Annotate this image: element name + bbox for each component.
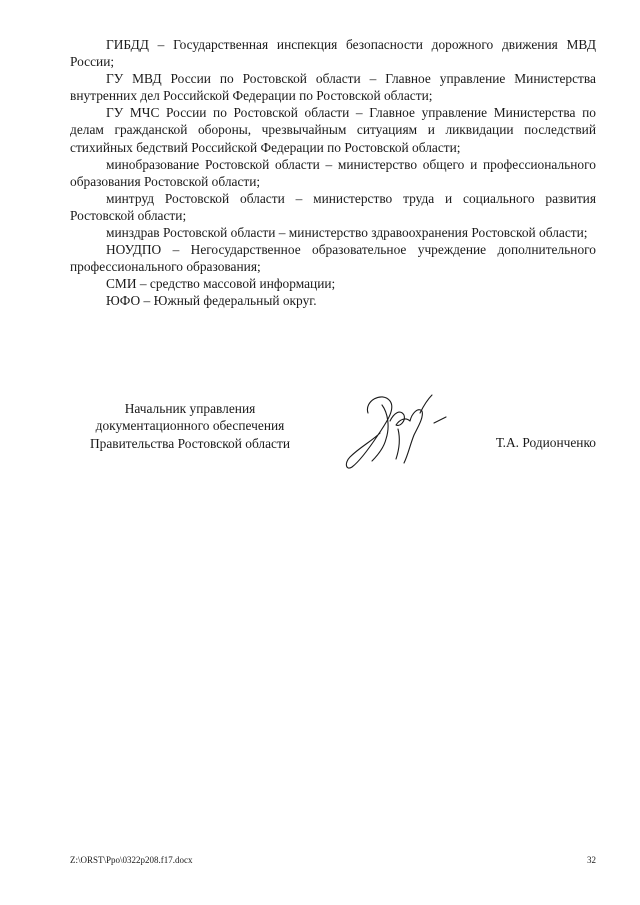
abbreviation-minzdrav: минздрав Ростовской области – министерство здравоохранения Ростовской области;	[106, 225, 588, 241]
signatory-name: Т.А. Родионченко	[495, 435, 596, 450]
abbreviations-list	[70, 36, 596, 310]
footer-file-path: Z:\ORST\Ppo\0322p208.f17.docx	[70, 855, 193, 865]
abbreviation-gu-mchs: ГУ МЧС России по Ростовской области – Главное управление Министерства по делам гражданской обороны, чрезвычайным ситуациям и ликвидации последствий стихийных бедствий Российской Федерации по Ростовской области;	[70, 105, 596, 155]
abbreviation-yufo: ЮФО – Южный федеральный округ.	[106, 293, 317, 309]
signatory-position	[70, 400, 310, 452]
page-number: 32	[587, 855, 596, 865]
abbreviation-smi: СМИ – средство массовой информации;	[106, 276, 336, 292]
abbreviation-noudpo: НОУДПО – Негосударственное образовательное учреждение дополнительного профессионального образования;	[70, 242, 596, 275]
abbreviation-minobrazovanie: минобразование Ростовской области – министерство общего и профессионального образования Ростовской области;	[70, 156, 596, 189]
position-line: документационного обеспечения	[95, 418, 285, 434]
handwritten-signature	[338, 383, 458, 483]
abbreviation-gu-mvd: ГУ МВД России по Ростовской области – Главное управление Министерства внутренних дел Российской Федерации по Ростовской области;	[70, 71, 596, 104]
position-line: Начальник управления	[124, 401, 256, 416]
abbreviation-gibdd: ГИБДД – Государственная инспекция безопасности дорожного движения МВД России;	[70, 37, 596, 70]
abbreviation-mintrud: минтруд Ростовской области – министерство труда и социального развития Ростовской области;	[70, 190, 596, 223]
position-line: Правительства Ростовской области	[89, 435, 291, 451]
